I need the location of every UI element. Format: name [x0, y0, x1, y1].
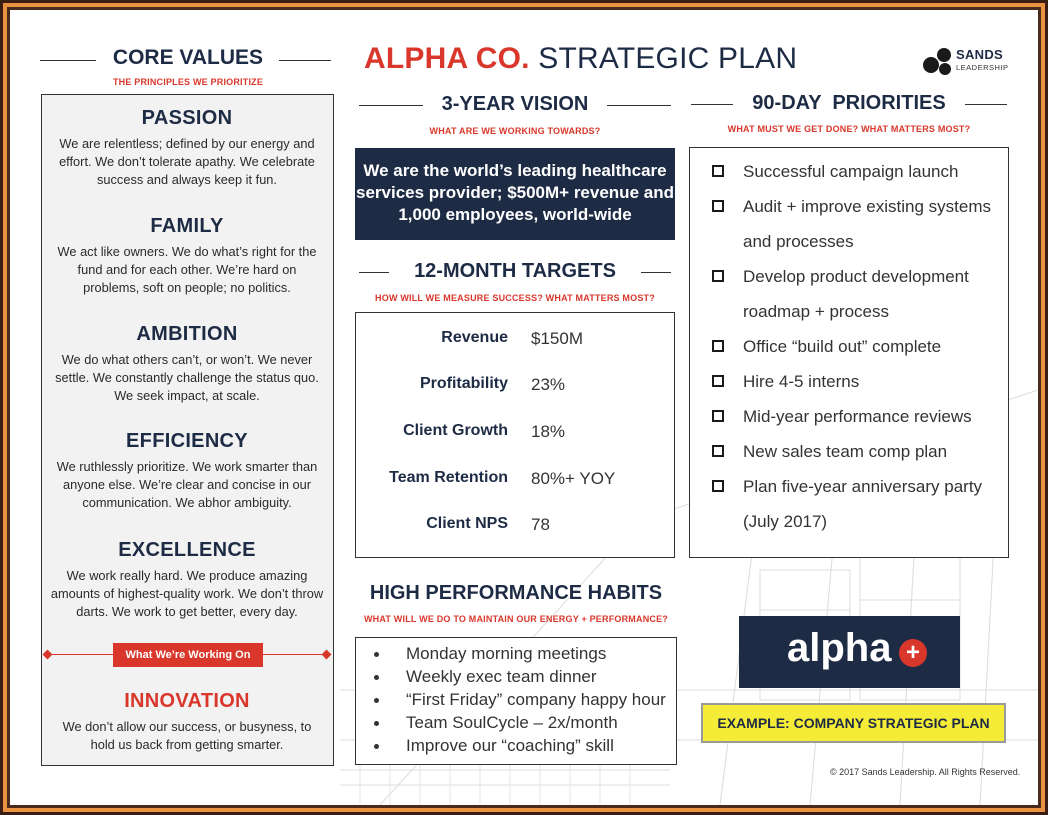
target-value: 18% — [531, 422, 566, 441]
title-rest: STRATEGIC PLAN — [538, 42, 798, 75]
habits-box — [355, 637, 677, 765]
priority-text: Audit + improve existing systems and processes — [743, 197, 992, 251]
logo-sub: LEADERSHIP — [956, 63, 1009, 72]
priorities-box — [689, 147, 1009, 558]
priority-item — [710, 329, 1000, 364]
checkbox-icon — [712, 165, 724, 177]
targets-rule-right — [641, 272, 671, 273]
target-row-profitability — [356, 371, 674, 401]
core-value-ambition — [42, 323, 332, 405]
vision-title: 3-YEAR VISION — [441, 93, 589, 115]
core-value-desc: We act like owners. We do what’s right for the fund and for each other. We’re hard on problems, soft on people; no politics. — [57, 244, 317, 295]
habit-item — [366, 667, 671, 690]
core-value-desc: We do what others can’t, or won’t. We never settle. We constantly challenge the status quo. We seek impact, at scale. — [55, 352, 319, 403]
core-values-rule-left — [40, 60, 96, 61]
innovation-desc: We don’t allow our success, or busyness, to hold us back from getting smarter. — [62, 719, 312, 752]
core-value-efficiency — [42, 430, 332, 512]
logo-name: SANDS — [956, 47, 1004, 62]
priority-text: Plan five-year anniversary party (July 2017) — [743, 477, 983, 531]
vision-statement: We are the world’s leading healthcare services provider; $500M+ revenue and 1,000 employees, world-wide — [355, 148, 675, 240]
habits-subtitle: WHAT WILL WE DO TO MAINTAIN OUR ENERGY + PERFORMANCE? — [363, 614, 668, 624]
habit-text: “First Friday” company happy hour — [406, 690, 666, 709]
example-badge: EXAMPLE: COMPANY STRATEGIC PLAN — [701, 703, 1006, 743]
checkbox-icon — [712, 410, 724, 422]
vision-rule-right — [607, 105, 671, 106]
targets-box — [355, 312, 675, 558]
alpha-logo-plus: + — [899, 639, 927, 667]
bullet-icon — [374, 652, 379, 657]
core-value-excellence — [42, 539, 332, 621]
target-value: 80%+ YOY — [531, 469, 616, 488]
divider-line-left — [48, 654, 114, 655]
habits-title: HIGH PERFORMANCE HABITS — [369, 582, 663, 604]
priorities-subtitle: WHAT MUST WE GET DONE? WHAT MATTERS MOST? — [727, 124, 971, 134]
alpha-logo — [739, 616, 960, 688]
target-value: 23% — [531, 375, 566, 394]
habit-item — [366, 644, 671, 667]
core-values-rule-right — [279, 60, 331, 61]
habit-text: Monday morning meetings — [406, 644, 607, 663]
target-row-client-growth — [356, 418, 674, 448]
core-value-name: AMBITION — [136, 323, 238, 345]
target-label: Client NPS — [426, 515, 508, 532]
habit-item — [366, 713, 671, 736]
priority-item — [710, 189, 1000, 259]
priorities-title: 90-DAY PRIORITIES — [752, 92, 946, 114]
priority-item — [710, 259, 1000, 329]
bullet-icon — [374, 721, 379, 726]
target-value: $150M — [531, 329, 583, 348]
priority-text: Successful campaign launch — [743, 162, 959, 181]
priority-text: Hire 4-5 interns — [743, 372, 860, 391]
vision-subtitle: WHAT ARE WE WORKING TOWARDS? — [429, 126, 601, 136]
priority-item — [710, 434, 1000, 469]
target-label: Client Growth — [403, 422, 508, 439]
priorities-rule-left — [691, 104, 733, 105]
core-value-passion — [42, 107, 332, 189]
checkbox-icon — [712, 270, 724, 282]
copyright-notice: © 2017 Sands Leadership. All Rights Reserved. — [830, 767, 1021, 777]
alpha-logo-word: alpha — [787, 626, 892, 670]
core-value-name: PASSION — [141, 107, 233, 129]
working-on-badge: What We’re Working On — [113, 643, 263, 667]
checkbox-icon — [712, 445, 724, 457]
habit-item — [366, 690, 671, 713]
divider-line-right — [262, 654, 326, 655]
working-on-divider — [42, 642, 332, 668]
sands-logo-icon — [922, 46, 954, 76]
priority-text: Mid-year performance reviews — [743, 407, 972, 426]
priority-item — [710, 399, 1000, 434]
core-value-name: EXCELLENCE — [118, 539, 256, 561]
priority-text: Develop product development roadmap + process — [743, 267, 969, 321]
habit-item — [366, 736, 671, 759]
checkbox-icon — [712, 340, 724, 352]
target-value: 78 — [531, 515, 550, 534]
habit-text: Improve our “coaching” skill — [406, 736, 614, 755]
core-value-family — [42, 215, 332, 297]
core-value-desc: We ruthlessly prioritize. We work smarter than anyone else. We’re clear and concise in our communication. We abhor ambiguity. — [56, 459, 318, 510]
target-label: Revenue — [441, 329, 508, 346]
vision-rule-left — [359, 105, 423, 106]
core-value-desc: We work really hard. We produce amazing amounts of highest-quality work. We don’t throw darts. We work to get better, every day. — [50, 568, 324, 619]
sands-leadership-logo — [922, 46, 1012, 76]
targets-title: 12-MONTH TARGETS — [414, 260, 616, 282]
core-values-title: CORE VALUES — [112, 46, 264, 69]
priority-text: Office “build out” complete — [743, 337, 942, 356]
habit-text: Team SoulCycle – 2x/month — [406, 713, 618, 732]
innovation-name: INNOVATION — [124, 690, 250, 712]
priority-text: New sales team comp plan — [743, 442, 948, 461]
page-title — [364, 42, 797, 76]
target-label: Team Retention — [389, 469, 508, 486]
bullet-icon — [374, 744, 379, 749]
priority-item — [710, 154, 1000, 189]
diamond-icon — [43, 650, 53, 660]
priority-item — [710, 364, 1000, 399]
priorities-rule-right — [965, 104, 1007, 105]
checkbox-icon — [712, 480, 724, 492]
targets-rule-left — [359, 272, 389, 273]
core-value-name: EFFICIENCY — [126, 430, 248, 452]
bullet-icon — [374, 675, 379, 680]
habit-text: Weekly exec team dinner — [406, 667, 597, 686]
core-value-innovation — [42, 690, 332, 754]
target-label: Profitability — [419, 375, 508, 392]
targets-subtitle: HOW WILL WE MEASURE SUCCESS? WHAT MATTERS MOST? — [375, 293, 655, 303]
priority-item — [710, 469, 1000, 539]
target-row-revenue — [356, 325, 674, 355]
target-row-team-retention — [356, 465, 674, 495]
core-values-subtitle: THE PRINCIPLES WE PRIORITIZE — [112, 77, 264, 87]
core-value-name: FAMILY — [150, 215, 224, 237]
strategic-plan-page — [10, 10, 1038, 805]
core-value-desc: We are relentless; defined by our energy and effort. We don’t tolerate apathy. We celebrate success and always keep it fun. — [59, 136, 315, 187]
bullet-icon — [374, 698, 379, 703]
checkbox-icon — [712, 375, 724, 387]
target-row-client-nps — [356, 511, 674, 541]
diamond-icon — [322, 650, 332, 660]
checkbox-icon — [712, 200, 724, 212]
title-brand: ALPHA CO. — [364, 42, 530, 75]
